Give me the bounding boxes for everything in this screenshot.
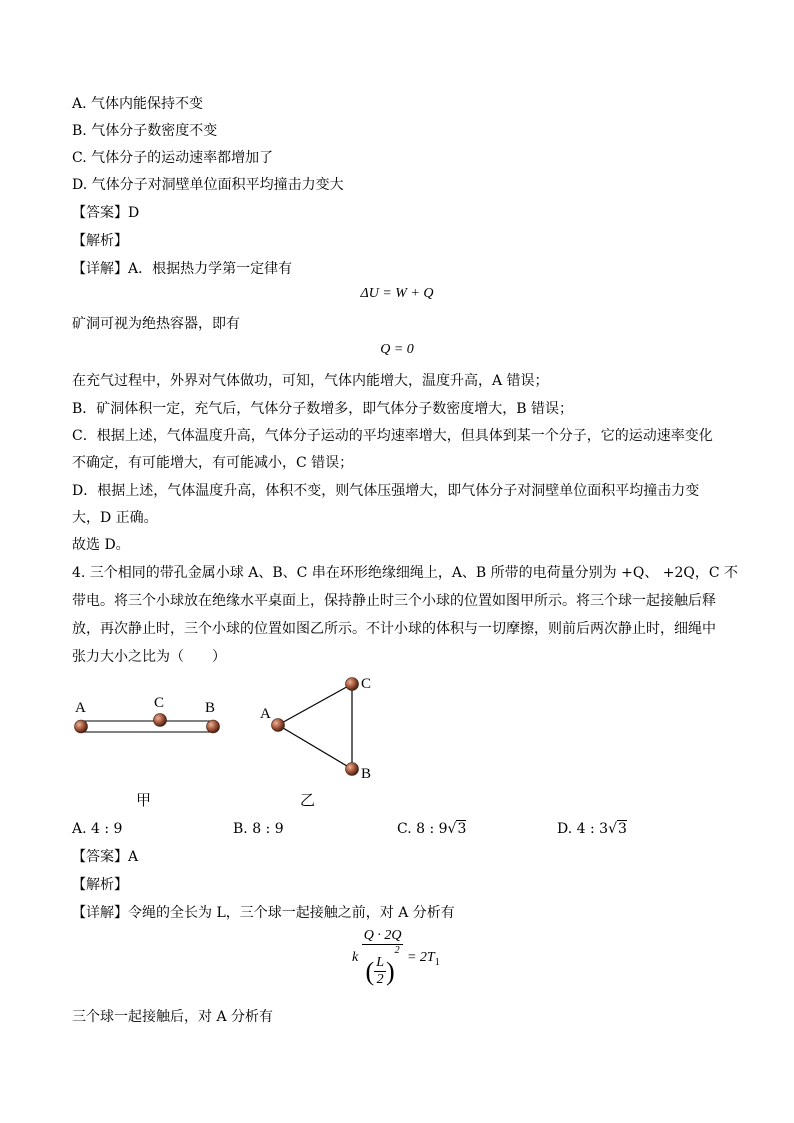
q4-option-c-text: C. 8 : 9: [397, 821, 448, 837]
figure-yi: [272, 678, 359, 776]
q4-analysis-label: 【解析】: [72, 877, 128, 893]
q4-option-b: B. 8 : 9: [233, 821, 284, 837]
q3-option-a: A. 气体内能保持不变: [72, 96, 204, 112]
q4-figure: [0, 665, 794, 815]
ball-a-jia: [75, 720, 88, 733]
figure-jia: [75, 714, 220, 734]
q4-equation: k Q · 2Q ( $\frac{L}{2}$ )$^2$ = $2T_1$: [352, 928, 440, 988]
q4-option-c-radicand: 3: [457, 821, 467, 837]
q3-line-1: 在充气过程中，外界对气体做功，可知，气体内能增大，温度升高，A 错误；: [72, 373, 549, 389]
q4-stem-line-1: 4. 三个相同的带孔金属小球 A、B、C 串在环形绝缘细绳上，A、B 所带的电荷量分别为 +Q、 +2Q，C 不: [72, 565, 739, 581]
q4-option-d-radicand: 3: [617, 821, 627, 837]
q3-line-3: C．根据上述，气体温度升高，气体分子运动的平均速率增大，但具体到某一个分子，它的运动速率变化: [72, 428, 713, 444]
q3-answer: 【答案】D: [72, 205, 140, 221]
eq-rhs: = 2T: [406, 950, 435, 966]
ball-a-yi: [272, 719, 285, 732]
q3-adiabatic-line: 矿洞可视为绝热容器，即有: [72, 316, 240, 332]
eq-rhs-sub: 1: [434, 957, 440, 969]
q3-line-6: 大，D 正确。: [72, 510, 158, 526]
q4-option-c: [397, 819, 466, 839]
q3-line-7: 故选 D。: [72, 537, 130, 553]
q3-detail-intro: 【详解】A．根据热力学第一定律有: [72, 261, 293, 277]
label-c-yi: C: [361, 676, 372, 692]
label-a-yi: A: [260, 706, 271, 722]
ball-c-jia: [154, 714, 167, 727]
q3-line-5: D．根据上述，气体温度升高，体积不变，则气体压强增大，即气体分子对洞壁单位面积平均撞击力变: [72, 483, 700, 499]
q3-line-4: 不确定，有可能增大，有可能减小，C 错误；: [72, 455, 354, 471]
caption-yi: 乙: [300, 793, 316, 809]
ball-c-yi: [346, 678, 359, 691]
eq-k: k: [352, 950, 359, 966]
eq-den-numerator: L: [376, 955, 384, 971]
q3-option-d: D. 气体分子对洞壁单位面积平均撞击力变大: [72, 177, 344, 193]
q4-after-contact: 三个球一起接触后，对 A 分析有: [72, 1009, 274, 1025]
sqrt-symbol: √: [447, 821, 457, 837]
q3-option-c: C. 气体分子的运动速率都增加了: [72, 150, 274, 166]
label-c-jia: C: [154, 695, 165, 711]
caption-jia: 甲: [136, 793, 152, 809]
q3-analysis-label: 【解析】: [72, 233, 128, 249]
eq-den-denominator: 2: [376, 972, 384, 988]
q4-option-a: A. 4 : 9: [72, 821, 123, 837]
sqrt-symbol: √: [608, 821, 617, 837]
q3-equation-q-zero: Q = 0: [380, 342, 414, 357]
q3-option-b: B. 气体分子数密度不变: [72, 123, 218, 139]
q4-option-d: [557, 819, 627, 839]
label-b-yi: B: [361, 766, 372, 782]
eq-exponent: 2: [394, 945, 400, 956]
q4-detail-intro: 【详解】令绳的全长为 L，三个球一起接触之前，对 A 分析有: [72, 905, 455, 921]
ball-b-jia: [207, 720, 220, 733]
q4-answer: 【答案】A: [72, 849, 139, 865]
q4-stem-line-2: 带电。将三个小球放在绝缘水平桌面上，保持静止时三个小球的位置如图甲所示。将三个球一起接触后释: [72, 593, 716, 609]
q4-option-d-text: D. 4 : 3: [557, 821, 609, 837]
q4-stem-line-3: 放，再次静止时，三个小球的位置如图乙所示。不计小球的体积与一切摩擦，则前后两次静止时，细绳中: [72, 621, 716, 637]
q3-equation-first-law: ΔU = W + Q: [360, 286, 434, 301]
q4-stem-line-4: 张力大小之比为（ ）: [72, 649, 226, 665]
label-a-jia: A: [75, 700, 86, 716]
ball-b-yi: [346, 763, 359, 776]
label-b-jia: B: [205, 700, 216, 716]
q3-line-2: B．矿洞体积一定，充气后，气体分子数增多，即气体分子数密度增大，B 错误；: [72, 401, 574, 417]
eq-numerator: Q · 2Q: [363, 928, 402, 943]
